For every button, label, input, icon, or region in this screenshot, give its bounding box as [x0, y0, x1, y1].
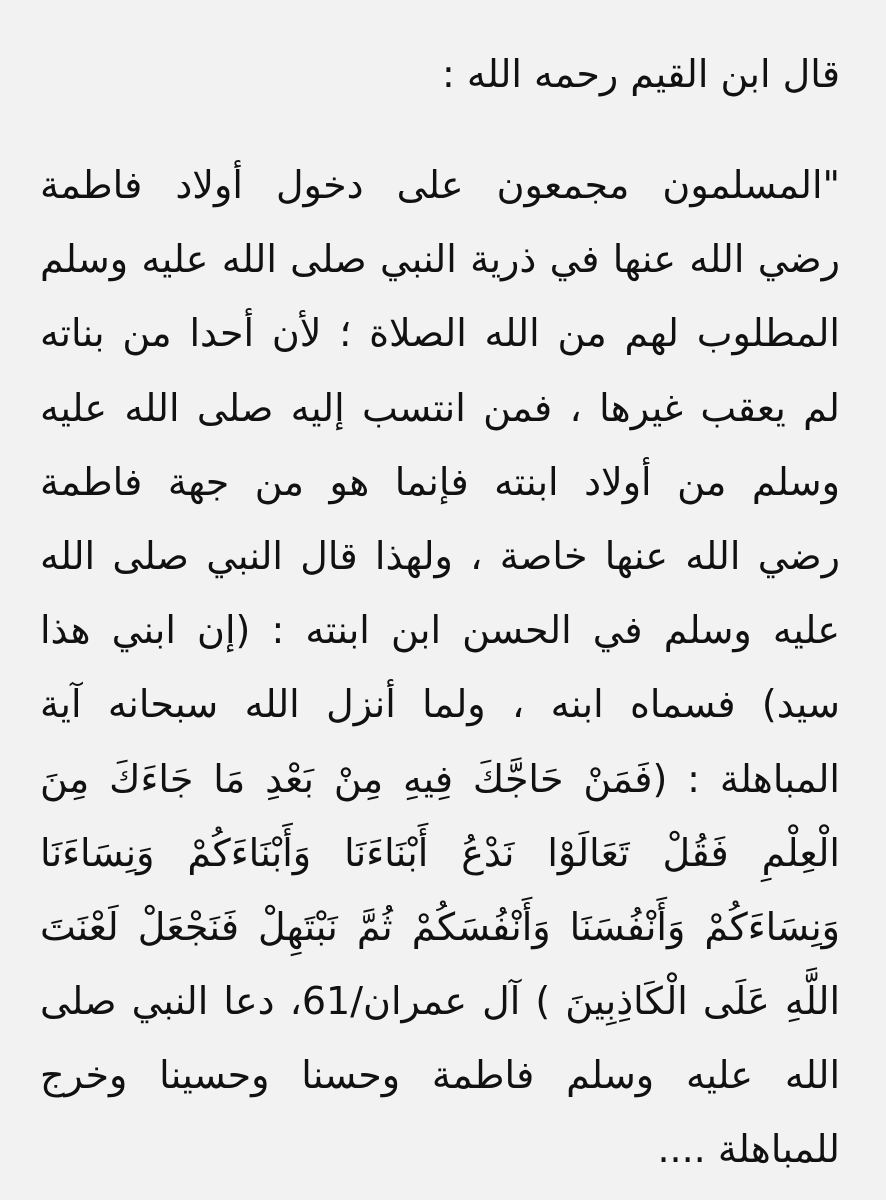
text-line: الله عليه وسلم فاطمة وحسنا وحسينا وخرج — [40, 1053, 840, 1098]
text-line: اللَّهِ عَلَى الْكَاذِبِينَ ) آل عمران/61، دعا النبي صلى — [40, 979, 840, 1024]
text-line: الْعِلْمِ فَقُلْ تَعَالَوْا نَدْعُ أَبْنَاءَنَا وَأَبْنَاءَكُمْ وَنِسَاءَنَا — [40, 830, 840, 875]
text-line: المطلوب لهم من الله الصلاة ؛ لأن أحدا من بناته — [40, 311, 840, 356]
document-heading: قال ابن القيم رحمه الله : — [442, 52, 840, 96]
text-line: سيد) فسماه ابنه ، ولما أنزل الله سبحانه آية — [40, 682, 840, 727]
text-line: وَنِسَاءَكُمْ وَأَنْفُسَنَا وَأَنْفُسَكُمْ ثُمَّ نَبْتَهِلْ فَنَجْعَلْ لَعْنَتَ — [40, 904, 840, 949]
text-line: لم يعقب غيرها ، فمن انتسب إليه صلى الله عليه — [40, 385, 840, 430]
text-line: المباهلة : (فَمَنْ حَاجَّكَ فِيهِ مِنْ بَعْدِ مَا جَاءَكَ مِنَ — [40, 756, 840, 801]
text-line: "المسلمون مجمعون على دخول أولاد فاطمة — [40, 163, 840, 207]
text-line: عليه وسلم في الحسن ابن ابنته : (إن ابني هذا — [40, 608, 840, 653]
text-line: رضي الله عنها في ذرية النبي صلى الله عليه وسلم — [40, 237, 840, 282]
text-line-last: للمباهلة .... — [657, 1127, 840, 1172]
quote-body — [40, 148, 840, 1187]
text-line: وسلم من أولاد ابنته فإنما هو من جهة فاطمة — [40, 459, 840, 504]
text-line: رضي الله عنها خاصة ، ولهذا قال النبي صلى الله — [40, 533, 840, 578]
